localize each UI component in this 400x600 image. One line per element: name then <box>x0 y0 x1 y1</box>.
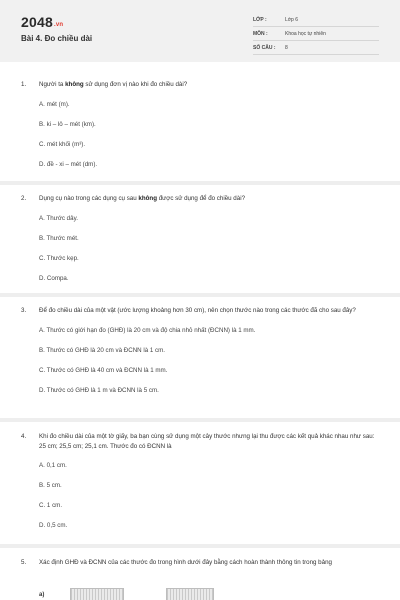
question-number: 5. <box>21 559 27 566</box>
meta-row-class <box>253 16 379 27</box>
question-text: Để đo chiều dài của một vật (ước lượng khoảng hơn 30 cm), nên chọn thước nào trong các thước đã cho sau đây? <box>39 307 356 314</box>
question-text-part: Người ta <box>39 81 66 88</box>
answer-option-d[interactable]: D. Thước có GHĐ là 1 m và ĐCNN là 5 cm. <box>39 386 159 394</box>
answer-option-b[interactable]: B. ki – lô – mét (km). <box>39 120 96 128</box>
meta-row-count <box>253 44 379 55</box>
answer-option-c[interactable]: C. Thước kẹp. <box>39 254 79 262</box>
ruler-image-1 <box>70 588 124 600</box>
question-number: 1. <box>21 81 27 88</box>
question-head <box>21 306 381 316</box>
question-number: 2. <box>21 195 27 202</box>
question-head <box>21 80 381 90</box>
worksheet-header <box>0 0 400 62</box>
answer-option-b[interactable]: B. Thước mét. <box>39 234 79 242</box>
question-head <box>21 432 381 451</box>
question-text-part: sử dụng đơn vị nào khi đo chiều dài? <box>83 81 188 88</box>
question-number: 4. <box>21 433 27 440</box>
question-3 <box>21 306 381 405</box>
question-divider <box>0 181 400 185</box>
question-head <box>21 558 381 568</box>
question-text <box>39 80 381 90</box>
question-text-part: được sử dụng để đo chiều dài? <box>156 195 246 202</box>
figure-part-label: a) <box>39 592 45 598</box>
question-divider <box>0 418 400 422</box>
answer-option-a[interactable]: A. Thước dây. <box>39 214 78 222</box>
answer-option-b[interactable]: B. Thước có GHĐ là 20 cm và ĐCNN là 1 cm. <box>39 346 166 354</box>
question-2 <box>21 194 381 293</box>
question-5 <box>21 558 381 568</box>
question-divider <box>0 293 400 297</box>
question-number: 3. <box>21 307 27 314</box>
answer-option-c[interactable]: C. mét khối (m³). <box>39 140 86 148</box>
logo-main: 2048 <box>21 14 53 30</box>
question-divider <box>0 544 400 548</box>
meta-value: Khoa học tự nhiên <box>285 31 326 37</box>
lesson-title: Bài 4. Đo chiều dài <box>21 34 93 43</box>
question-text: Khi đo chiều dài của một tờ giấy, ba bạn cùng sử dụng một cây thước nhưng lại thu được các kết quả khác nhau như sau: 25 cm; 25,5 cm; 25,1 cm. Thước đo có ĐCNN là <box>39 433 375 450</box>
meta-label: MÔN : <box>253 31 268 37</box>
answer-option-b[interactable]: B. 5 cm. <box>39 482 62 489</box>
answer-option-c[interactable]: C. Thước có GHĐ là 40 cm và ĐCNN là 1 mm. <box>39 366 168 374</box>
question-text <box>39 194 381 204</box>
question-1 <box>21 80 381 179</box>
logo-suffix: .vn <box>53 22 64 28</box>
site-logo[interactable] <box>21 14 63 30</box>
question-text-emphasis: không <box>65 81 84 88</box>
answer-option-d[interactable]: D. Compa. <box>39 274 69 282</box>
question-4 <box>21 432 381 540</box>
meta-label: SỐ CÂU : <box>253 45 276 51</box>
meta-value: 8 <box>285 45 288 51</box>
answer-option-c[interactable]: C. 1 cm. <box>39 502 63 509</box>
meta-value: Lớp 6 <box>285 17 299 23</box>
answer-option-a[interactable]: A. mét (m). <box>39 100 70 108</box>
answer-option-a[interactable]: A. 0,1 cm. <box>39 462 67 469</box>
question-text-part: Dụng cụ nào trong các dụng cụ sau <box>39 195 139 202</box>
question-text-emphasis: không <box>138 195 157 202</box>
ruler-image-2 <box>166 588 214 600</box>
answer-option-a[interactable]: A. Thước có giới hạn đo (GHĐ) là 20 cm và độ chia nhỏ nhất (ĐCNN) là 1 mm. <box>39 326 256 334</box>
meta-row-subject <box>253 30 379 41</box>
question-head <box>21 194 381 204</box>
answer-option-d[interactable]: D. 0,5 cm. <box>39 522 68 529</box>
answer-option-d[interactable]: D. đề - xi – mét (dm). <box>39 160 98 168</box>
meta-label: LỚP : <box>253 17 267 23</box>
question-text: Xác định GHĐ và ĐCNN của các thước đo trong hình dưới đây bằng cách hoàn thành thông tin trong bảng <box>39 559 332 566</box>
